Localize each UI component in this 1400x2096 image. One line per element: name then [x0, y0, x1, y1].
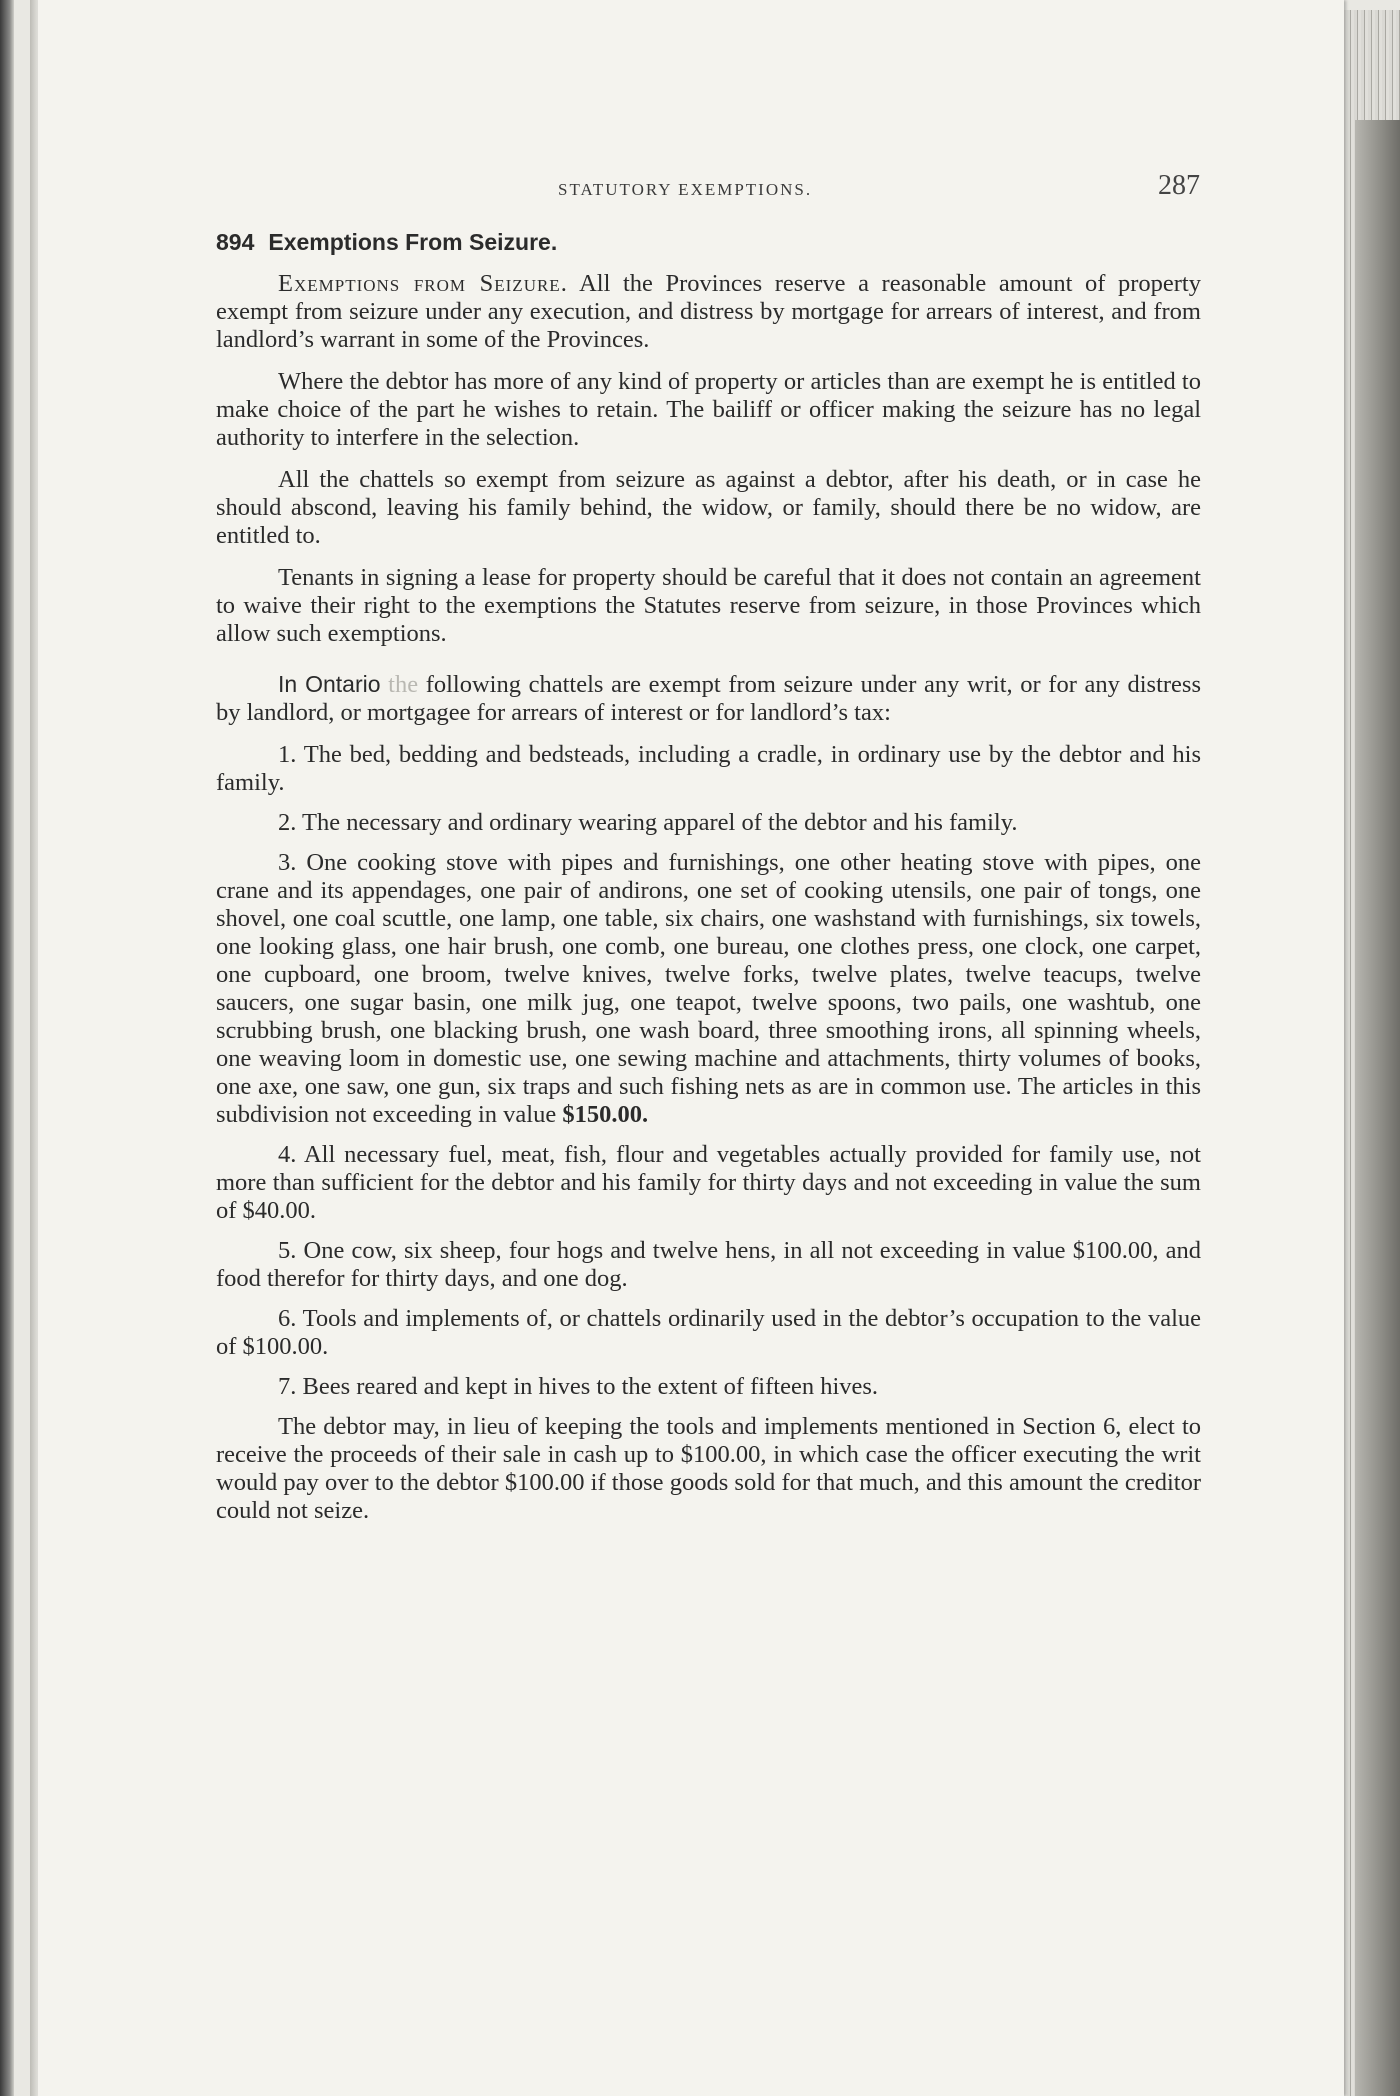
list-item-1: 1. The bed, bedding and bedsteads, including a cradle, in ordinary use by the debtor and his family.: [216, 741, 1201, 796]
left-page-edge: [30, 0, 38, 2096]
list-item-7: 7. Bees reared and kept in hives to the extent of fifteen hives.: [278, 1373, 879, 1400]
paragraph-death: All the chattels so exempt from seizure as against a debtor, after his death, or in case he should abscond, leaving his family behind, the widow, or family, should there be no widow, are entitled to.: [216, 466, 1201, 549]
list-item-5: 5. One cow, six sheep, four hogs and twelve hens, in all not exceeding in value $100.00, and food therefor for thirty days, and one dog.: [216, 1237, 1201, 1292]
list-item-3: [216, 849, 1201, 1129]
running-header: STATUTORY EXEMPTIONS.: [558, 180, 813, 199]
paragraph-intro-lead: Exemptions from Seizure.: [278, 270, 568, 297]
list-item-6: 6. Tools and implements of, or chattels ordinarily used in the debtor’s occupation to the value of $100.00.: [216, 1305, 1201, 1360]
paragraph-closing: The debtor may, in lieu of keeping the tools and implements mentioned in Section 6, elect to receive the proceeds of their sale in cash up to $100.00, in which case the officer executing the writ would pay over to the debtor $100.00 if those goods sold for that much, and this amount the creditor could not seize.: [216, 1413, 1201, 1524]
section-title: Exemptions From Seizure.: [268, 229, 558, 255]
left-scan-edge: [0, 0, 14, 2096]
page-body: [216, 228, 1201, 1539]
paragraph-ontario-text: following chattels are exempt from seizure under any writ, or for any distress by landlord, or mortgagee for arrears of interest or for landlord’s tax:: [216, 671, 1201, 726]
section-heading: [216, 228, 1201, 256]
paragraph-intro: [216, 270, 1201, 354]
book-page: [38, 0, 1344, 2096]
paragraph-ontario-lead: In Ontario: [278, 671, 381, 697]
paragraph-choice: Where the debtor has more of any kind of property or articles than are exempt he is entitled to make choice of the part he wishes to retain. The bailiff or officer making the seizure has no legal authority to interfere in the selection.: [216, 368, 1201, 451]
page-number: 287: [1158, 170, 1200, 201]
section-number: 894: [216, 229, 255, 255]
paragraph-ontario-faded: the: [380, 671, 419, 698]
list-item-3-text: 3. One cooking stove with pipes and furnishings, one other heating stove with pipes, one crane and its appendages, one pair of andirons, one set of cooking utensils, one pair of tongs, one shovel, one coal scuttle, one lamp, one table, six chairs, one washstand with furnishings, six towels, one looking glass, one hair brush, one comb, one bureau, one clothes press, one clock, one carpet, one cupboard, one broom, twelve knives, twelve forks, twelve plates, twelve teacups, twelve saucers, one sugar basin, one milk jug, one teapot, twelve spoons, two pails, one washtub, one scrubbing brush, one blacking brush, one wash board, three smoothing irons, all spinning wheels, one weaving loom in domestic use, one sewing machine and attachments, thirty volumes of books, one axe, one saw, one gun, six traps and such fishing nets as are in common use. The articles in this subdivision not exceeding in value: [216, 849, 1201, 1128]
list-item-3-amount: $150.00.: [562, 1101, 649, 1128]
paragraph-tenants: Tenants in signing a lease for property should be careful that it does not contain an agreement to waive their right to the exemptions the Statutes reserve from seizure, in those Provinces which allow such exemptions.: [216, 564, 1201, 647]
paragraph-ontario: [216, 670, 1201, 727]
book-cover-edge: [1355, 120, 1400, 2096]
list-item-4: 4. All necessary fuel, meat, fish, flour and vegetables actually provided for family use, not more than sufficient for the debtor and his family for thirty days and not exceeding in value the sum of $40.00.: [216, 1141, 1201, 1224]
list-item-2: 2. The necessary and ordinary wearing apparel of the debtor and his family.: [278, 809, 1018, 836]
paragraph-intro-text: All the Provinces reserve a reasonable amount of property exempt from seizure under any execution, and distress by mortgage for arrears of interest, and from landlord’s warrant in some of the Provinces.: [216, 270, 1201, 353]
